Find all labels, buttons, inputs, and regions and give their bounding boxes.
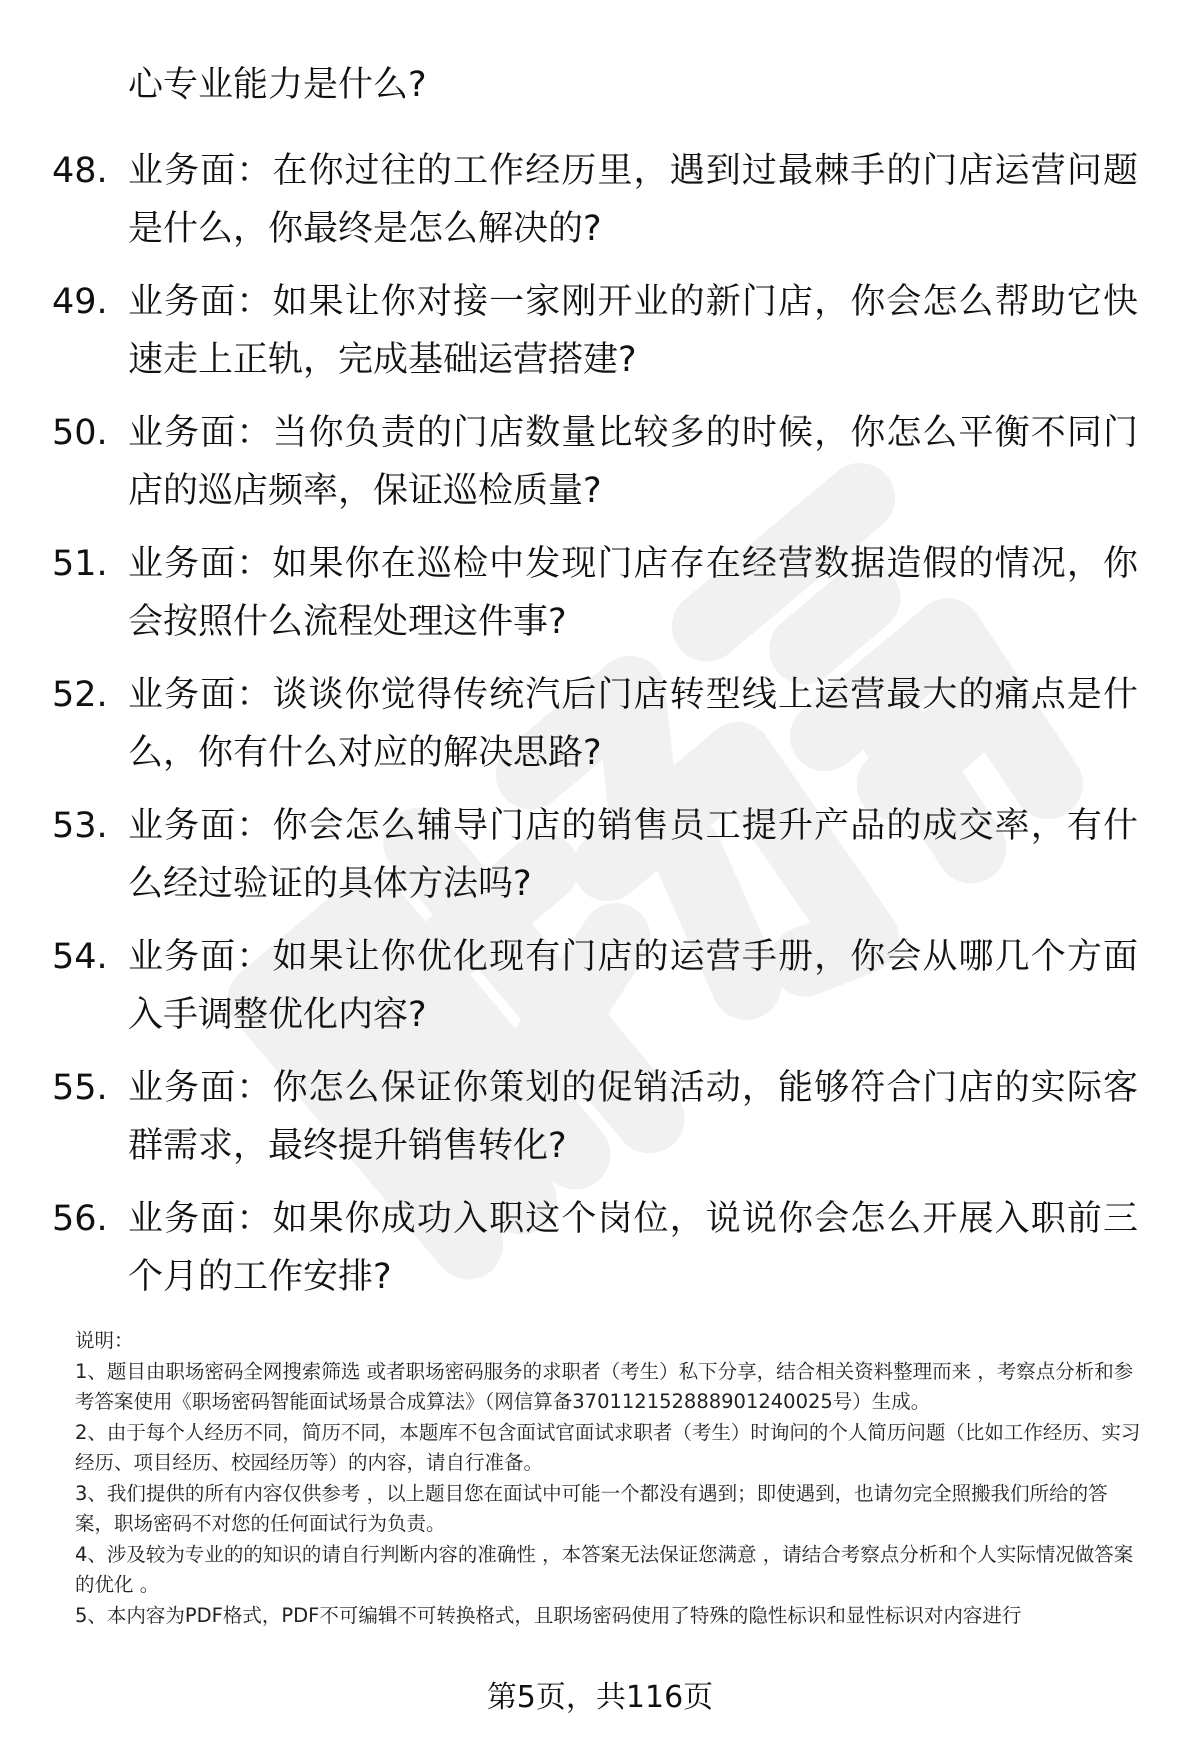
page-number-footer: 第5页，共116页 <box>486 1680 714 1715</box>
question-text: 业务面：你怎么保证你策划的促销活动，能够符合门店的实际客群需求，最终提升销售转化? <box>128 1068 1138 1166</box>
question-text: 业务面：你会怎么辅导门店的销售员工提升产品的成交率，有什么经过验证的具体方法吗? <box>128 806 1138 904</box>
question-item <box>0 273 1200 404</box>
question-number: 51. <box>52 544 108 584</box>
question-number: 55. <box>52 1068 108 1108</box>
question-text: 业务面：当你负责的门店数量比较多的时候，你怎么平衡不同门店的巡店频率，保证巡检质量? <box>128 413 1138 511</box>
question-item <box>0 1059 1200 1190</box>
question-item <box>0 535 1200 666</box>
notes-heading: 说明： <box>75 1329 134 1352</box>
note-item: 4、涉及较为专业的的知识的请自行判断内容的准确性 ，本答案无法保证您满意 ，请结合考察点分析和个人实际情况做答案的优化 。 <box>75 1542 1134 1596</box>
question-item <box>0 797 1200 928</box>
question-number: 48. <box>52 151 108 191</box>
question-number: 54. <box>52 937 108 977</box>
note-item: 1、题目由职场密码全网搜索筛选 或者职场密码服务的求职者（考生）私下分享，结合相关资料整理而来 ，考察点分析和参考答案使用《职场密码智能面试场景合成算法》（网信算备370112152888901240025号）生成。 <box>75 1359 1134 1413</box>
notes-section <box>75 1326 1143 1631</box>
note-item: 5、本内容为PDF格式，PDF不可编辑不可转换格式，且职场密码使用了特殊的隐性标识和显性标识对内容进行 <box>75 1603 1022 1627</box>
question-number: 53. <box>52 806 108 846</box>
question-item <box>0 404 1200 535</box>
question-number: 56. <box>52 1199 108 1239</box>
question-number: 49. <box>52 282 108 322</box>
question-item <box>0 666 1200 797</box>
continued-question-tail: 心专业能力是什么? <box>128 65 427 105</box>
note-item: 2、由于每个人经历不同，简历不同，本题库不包含面试官面试求职者（考生）时询问的个人简历问题（比如工作经历、实习经历、项目经历、校园经历等）的内容，请自行准备。 <box>75 1420 1141 1474</box>
question-text: 业务面：如果让你对接一家刚开业的新门店，你会怎么帮助它快速走上正轨，完成基础运营搭建? <box>128 282 1138 380</box>
question-text: 业务面：如果你成功入职这个岗位，说说你会怎么开展入职前三个月的工作安排? <box>128 1199 1138 1297</box>
question-item <box>0 142 1200 273</box>
question-list <box>0 142 1200 1321</box>
question-text: 业务面：谈谈你觉得传统汽后门店转型线上运营最大的痛点是什么，你有什么对应的解决思路? <box>128 675 1138 773</box>
question-number: 50. <box>52 413 108 453</box>
note-item: 3、我们提供的所有内容仅供参考 ，以上题目您在面试中可能一个都没有遇到；即使遇到，也请勿完全照搬我们所给的答案，职场密码不对您的任何面试行为负责。 <box>75 1481 1108 1535</box>
question-text: 业务面：在你过往的工作经历里，遇到过最棘手的门店运营问题是什么，你最终是怎么解决的? <box>128 151 1138 249</box>
question-text: 业务面：如果让你优化现有门店的运营手册，你会从哪几个方面入手调整优化内容? <box>128 937 1138 1035</box>
question-item <box>0 928 1200 1059</box>
question-number: 52. <box>52 675 108 715</box>
question-item <box>0 1190 1200 1321</box>
question-text: 业务面：如果你在巡检中发现门店存在经营数据造假的情况，你会按照什么流程处理这件事? <box>128 544 1138 642</box>
